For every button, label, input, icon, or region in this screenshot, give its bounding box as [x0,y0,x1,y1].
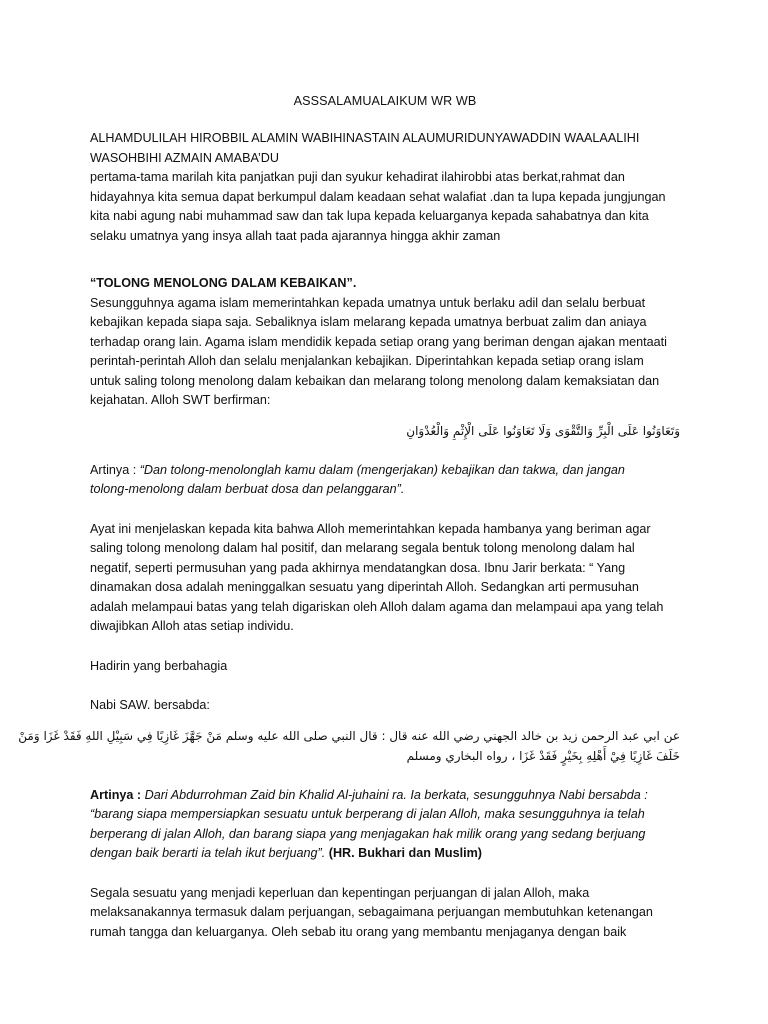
artinya-2-paragraph [90,786,680,864]
artinya-2-line-4: dengan baik berarti ia telah ikut berjuang”. [90,846,326,860]
artinya-2-line-3: berperang di jalan Alloh, dan barang siapa yang menjagakan hak milik orang yang sedang berjuang [90,826,646,841]
explanation-line: negatif, seperti permusuhan yang pada akhirnya mendatangkan dosa. Ibnu Jarir berkata: “ Yang [90,560,626,575]
artinya-1-paragraph [90,461,680,500]
opening-line-2: WASOHBIHI AZMAIN AMABA’DU [90,150,279,165]
theme-line: kebajikan kepada siapa saja. Sebaliknya islam melarang kepada umatnya berbuat zalim dan aniaya [90,315,647,329]
artinya-2-line-1: Dari Abdurrohman Zaid bin Khalid Al-juhaini ra. Ia berkata, sesungguhnya Nabi bersabda : [144,787,648,802]
intro-line: selaku umatnya yang insya allah taat pada ajarannya hingga akhir zaman [90,228,501,243]
spacer [90,766,680,786]
closing-line: Segala sesuatu yang menjadi keperluan dan kepentingan perjuangan di jalan Alloh, maka [90,885,590,900]
intro-paragraph [90,168,680,246]
hadith-source: (HR. Bukhari dan Muslim) [328,846,482,860]
theme-line: Sesungguhnya agama islam memerintahkan kepada umatnya untuk berlaku adil dan selalu berbuat [90,295,646,310]
hadith-arabic-line-1: عن ابي عبد الرحمن زيد بن خالد الجهني رضي الله عنه قال : قال النبي صلى الله عليه وسلم مَنْ جَهَّزَ غَازِيًا فِي سَبِيْلِ اللهِ فَقَدْ غَزَا وَمَنْ [18,728,680,743]
spacer [90,441,680,461]
theme-title: “TOLONG MENOLONG DALAM KEBAIKAN”. [90,276,357,290]
opening-paragraph [90,129,680,168]
artinya-2-label: Artinya : [90,787,142,802]
theme-line: perintah-perintah Alloh dan selalu menjalankan kebajikan. Diperintahkan kepada setiap orang islam [90,354,644,368]
explanation-line: saling tolong menolong dalam hal positif, dan melarang segala bentuk tolong menolong dalam hal [90,541,635,555]
closing-paragraph [90,884,680,943]
document-content [18,92,680,942]
spacer [90,246,680,274]
document-title: ASSSALAMUALAIKUM WR WB [293,94,477,108]
intro-line: hidayahnya kita semua dapat berkumpul dalam keadaan sehat walafiat .dan ta lupa kepada jungjungan [90,189,666,204]
spacer [90,500,680,520]
explanation-line: dinamakan dosa adalah meninggalkan sesuatu yang diperintah Alloh. Sedangkan arti permusuhan [90,580,639,594]
artinya-1-label: Artinya : [90,462,137,477]
explanation-line: Ayat ini menjelaskan kepada kita bahwa Alloh memerintahkan kepada hambanya yang beriman agar [90,521,651,536]
hadith-arabic [18,726,680,766]
explanation-line: adalah melampaui batas yang telah digariskan oleh Alloh dalam agama dan melampaui apa yang telah [90,599,664,614]
spacer [90,637,680,657]
nabi-intro: Nabi SAW. bersabda: [90,698,210,712]
intro-line: pertama-tama marilah kita panjatkan puji dan syukur kehadirat ilahirobbi atas berkat,rahmat dan [90,170,625,184]
theme-paragraph [90,294,680,411]
intro-line: kita nabi agung nabi muhammad saw dan tak lupa kepada keluarganya kepada sahabatnya dan kita [90,209,649,223]
theme-line: kejahatan. Alloh SWT berfirman: [90,393,271,407]
hadith-arabic-line-2: خَلَفَ غَازِيًا فِيْ أَهْلِهِ بِخَيْرٍ فَقَدْ غَزَا ، رواه البخاري ومسلم [406,748,680,763]
explanation-line: diwajibkan Alloh atas setiap individu. [90,619,294,633]
spacer [90,676,680,696]
spacer [90,864,680,884]
closing-line: rumah tangga dan keluarganya. Oleh sebab itu orang yang membantu menjaganya dengan baik [90,924,627,939]
theme-line: untuk saling tolong menolong dalam kebaikan dan melarang tolong menolong dalam kemaksiatan dan [90,373,660,388]
explanation-paragraph [90,520,680,637]
artinya-1-line-2: tolong-menolong dalam berbuat dosa dan pelanggaran”. [90,482,405,496]
artinya-2-line-2: “barang siapa mempersiapkan sesuatu untuk berperang di jalan Alloh, maka sesungguhnya ia telah [90,807,645,821]
spacer [90,411,680,421]
greeting: Hadirin yang berbahagia [90,658,228,673]
arabic-verse-line: وَتَعَاوَنُوا عَلَى الْبِرِّ وَالتَّقْوَى وَلَا تَعَاوَنُوا عَلَى الْإِثْمِ وَالْعُدْوَانِ [406,423,680,438]
spacer [90,716,680,726]
closing-line: melaksanakannya termasuk dalam perjuangan, sebagaimana perjuangan membutuhkan ketenangan [90,905,653,919]
theme-line: terhadap orang lain. Agama islam mendidik kepada setiap orang yang beriman dengan ajakan mentaati [90,334,667,349]
arabic-verse [90,421,680,441]
opening-line-1: ALHAMDULILAH HIROBBIL ALAMIN WABIHINASTAIN ALAUMURIDUNYAWADDIN WAALAALIHI [90,131,640,145]
artinya-1-line-1: “Dan tolong-menolonglah kamu dalam (mengerjakan) kebajikan dan takwa, dan jangan [139,462,625,477]
